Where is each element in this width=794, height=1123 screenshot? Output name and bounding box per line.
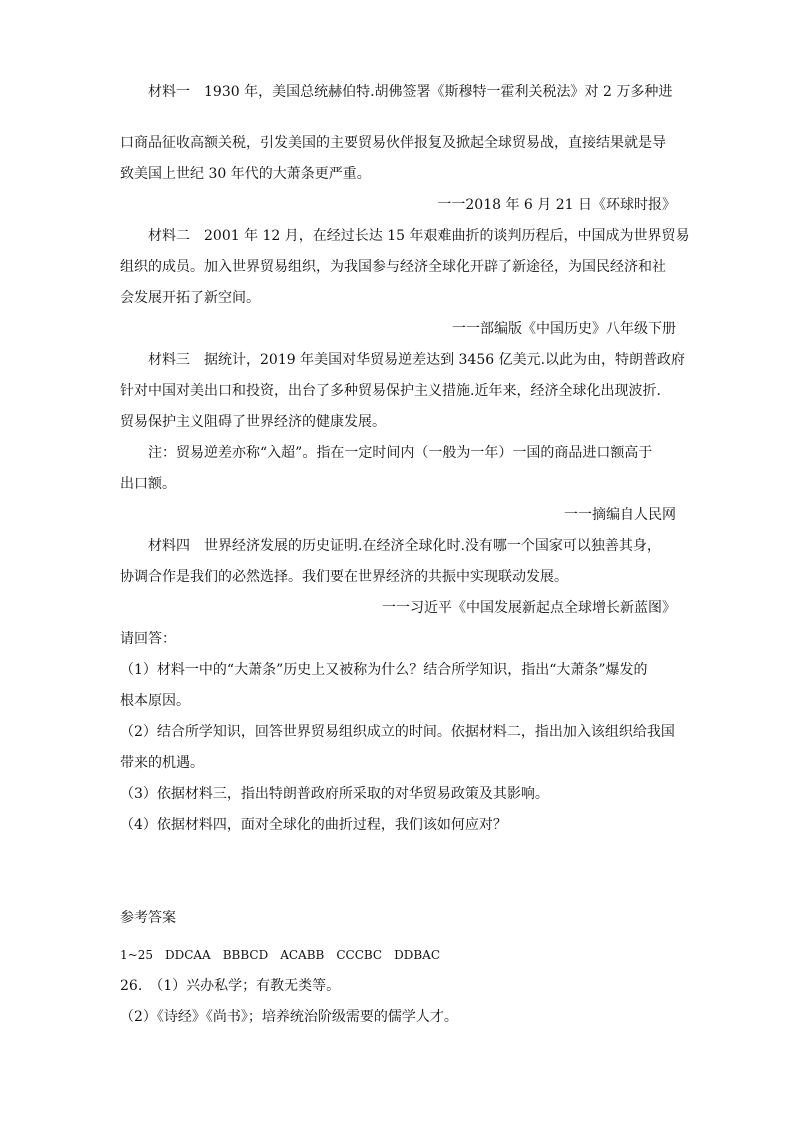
prompt-text: 请回答： [120,631,176,647]
answers-heading: 参考答案 [120,910,176,926]
material2-line1: 材料二 2001 年 12 月，在经过长达 15 年艰难曲折的谈判历程后，中国成为世界贸易 [148,228,690,244]
material4-source: 一一习近平《中国发展新起点全球增长新蓝图》 [382,600,676,616]
material2-line2: 组织的成员。加入世界贸易组织，为我国参与经济全球化开辟了新途径，为国民经济和社 [120,259,666,275]
material1-line1: 材料一 1930 年，美国总统赫伯特.胡佛签署《斯穆特一霍利关税法》对 2 万多种进 [148,84,673,100]
question-3: （3）依据材料三，指出特朗普政府所采取的对华贸易政策及其影响。 [120,786,549,802]
answer-26-2: （2）《诗经》《尚书》；培养统治阶级需要的儒学人才。 [120,1009,458,1025]
material3-line3: 贸易保护主义阻碍了世界经济的健康发展。 [120,414,386,430]
material3-line1: 材料三 据统计，2019 年美国对华贸易逆差达到 3456 亿美元.以此为由，特朗普政府 [148,352,686,368]
material3-source: 一一摘编自人民网 [564,507,676,523]
question-1-line2: 根本原因。 [120,693,190,709]
material1-line3: 致美国上世纪 30 年代的大萧条更严重。 [120,166,371,182]
question-1-line1: （1）材料一中的“大萧条”历史上又被称为什么？结合所学知识，指出“大萧条”爆发的 [120,662,648,678]
question-2-line2: 带来的机遇。 [120,755,204,771]
answer-26-1: 26. （1）兴办私学；有教无类等。 [120,978,341,994]
material4-line2: 协调合作是我们的必然选择。我们要在世界经济的共振中实现联动发展。 [120,569,568,585]
material2-source: 一一部编版《中国历史》八年级下册 [452,321,676,337]
answers-mc-line: 1~25 DDCAA BBBCD ACABB CCCBC DDBAC [120,948,441,962]
question-4: （4）依据材料四，面对全球化的曲折过程，我们该如何应对？ [120,817,507,833]
material3-note-line1: 注：贸易逆差亦称“入超”。指在一定时间内（一般为一年）一国的商品进口额高于 [148,445,653,461]
material4-line1: 材料四 世界经济发展的历史证明.在经济全球化时.没有哪一个国家可以独善其身， [148,538,661,554]
material1-line2: 口商品征收高额关税，引发美国的主要贸易伙伴报复及掀起全球贸易战，直接结果就是导 [120,135,666,151]
question-2-line1: （2）结合所学知识，回答世界贸易组织成立的时间。依据材料二，指出加入该组织给我国 [120,724,675,740]
material3-line2: 针对中国对美出口和投资，出台了多种贸易保护主义措施.近年来，经济全球化出现波折. [120,383,661,399]
material2-line3: 会发展开拓了新空间。 [120,290,260,306]
material1-source: 一一2018 年 6 月 21 日《环球时报》 [437,197,676,213]
material3-note-line2: 出口额。 [120,476,176,492]
